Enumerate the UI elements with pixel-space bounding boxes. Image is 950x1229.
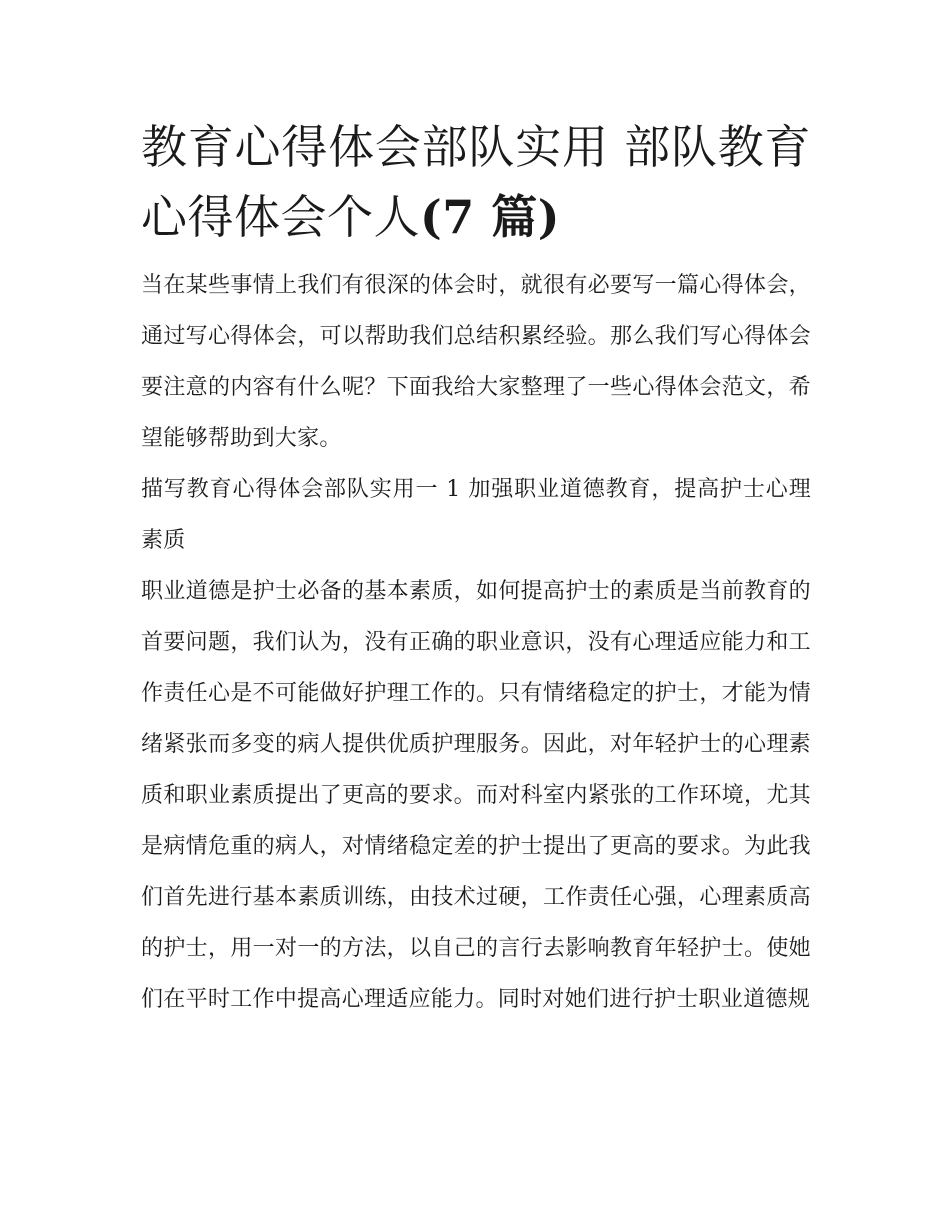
document-title-main: 教育心得体会部队实用 部队教育心得体会个人	[141, 120, 811, 244]
body-paragraph: 职业道德是护士必备的基本素质，如何提高护士的素质是当前教育的首要问题，我们认为，没有正确的职业意识，没有心理适应能力和工作责任心是不可能做好护理工作的。只有情绪稳定的护士，才能为情绪紧张而多变的病人提供优质护理服务。因此，对年轻护士的心理素质和职业素质提出了更高的要求。而对科室内紧张的工作环境，尤其是病情危重的病人，对情绪稳定差的护士提出了更高的要求。为此我们首先进行基本素质训练，由技术过硬，工作责任心强，心理素质高的护士，用一对一的方法，以自己的言行去影响教育年轻护士。使她们在平时工作中提高心理适应能力。同时对她们进行护士职业道德规	[141, 579, 811, 1012]
section-heading-paragraph: 描写教育心得体会部队实用一 1 加强职业道德教育，提高护士心理素质	[141, 477, 811, 553]
document-title-count: (7 篇)	[420, 190, 561, 244]
intro-paragraph: 当在某些事情上我们有很深的体会时，就很有必要写一篇心得体会，通过写心得体会，可以帮助我们总结积累经验。那么我们写心得体会要注意的内容有什么呢？下面我给大家整理了一些心得体会范文，希望能够帮助到大家。	[141, 273, 811, 451]
document-body	[141, 260, 811, 1025]
document-title	[141, 112, 811, 252]
document-content	[141, 112, 811, 1025]
